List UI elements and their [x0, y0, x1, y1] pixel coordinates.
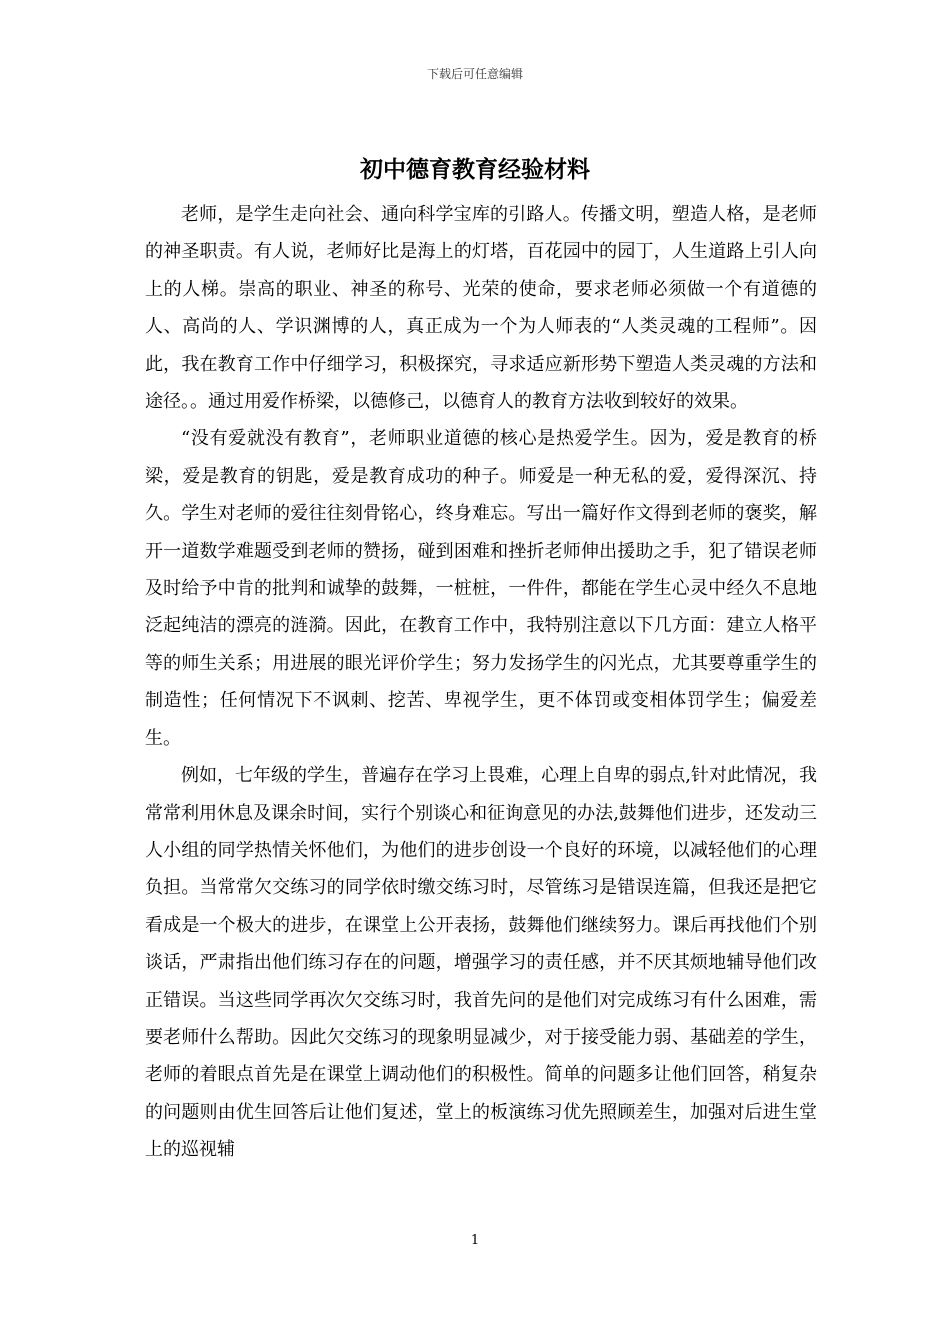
page-number: 1 [470, 1233, 480, 1248]
document-title: 初中德育教育经验材料 [360, 156, 590, 183]
header-note: 下载后可任意编辑 [426, 67, 523, 81]
paragraph-3: 例如，七年级的学生，普遍存在学习上畏难，心理上自卑的弱点,针对此情况，我常常利用休息及课余时间，实行个别谈心和征询意见的办法,鼓舞他们进步，还发动三人小组的同学热情关怀他们，为他们的进步创设一个良好的环境，以减轻他们的心理负担。当常常欠交练习的同学依时缴交练习时，尽管练习是错误连篇，但我还是把它看成是一个极大的进步，在课堂上公开表扬，鼓舞他们继续努力。课后再找他们个别谈话，严肃指出他们练习存在的问题，增强学习的责任感，并不厌其烦地辅导他们改正错误。当这些同学再次欠交练习时，我首先问的是他们对完成练习有什么困难，需要老师什么帮助。因此欠交练习的现象明显减少，对于接受能力弱、基础差的学生，老师的着眼点首先是在课堂上调动他们的积极性。简单的问题多让他们回答，稍复杂的问题则由优生回答后让他们复述，堂上的板演练习优先照顾差生，加强对后进生堂上的巡视辅 [145, 765, 817, 1161]
document-body [145, 196, 817, 1169]
paragraph-1: 老师，是学生走向社会、通向科学宝库的引路人。传播文明，塑造人格，是老师的神圣职责。有人说，老师好比是海上的灯塔，百花园中的园丁，人生道路上引人向上的人梯。崇高的职业、神圣的称号、光荣的使命，要求老师必须做一个有道德的人、高尚的人、学识渊博的人，真正成为一个为人师表的“人类灵魂的工程师”。因此，我在教育工作中仔细学习，积极探究，寻求适应新形势下塑造人类灵魂的方法和途径。。通过用爱作桥梁，以德修己，以德育人的教育方法收到较好的效果。 [145, 204, 817, 413]
paragraph-2: “没有爱就没有教育”，老师职业道德的核心是热爱学生。因为，爱是教育的桥梁，爱是教育的钥匙，爱是教育成功的种子。师爱是一种无私的爱，爱得深沉、持久。学生对老师的爱往往刻骨铭心，终身难忘。写出一篇好作文得到老师的褒奖，解开一道数学难题受到老师的赞扬，碰到困难和挫折老师伸出援助之手，犯了错误老师及时给予中肯的批判和诚挚的鼓舞，一桩桩，一件件，都能在学生心灵中经久不息地泛起纯洁的漂亮的涟漪。因此，在教育工作中，我特别注意以下几方面：建立人格平等的师生关系；用进展的眼光评价学生；努力发扬学生的闪光点，尤其要尊重学生的制造性；任何情况下不讽刺、挖苦、卑视学生，更不体罚或变相体罚学生；偏爱差生。 [145, 428, 817, 749]
